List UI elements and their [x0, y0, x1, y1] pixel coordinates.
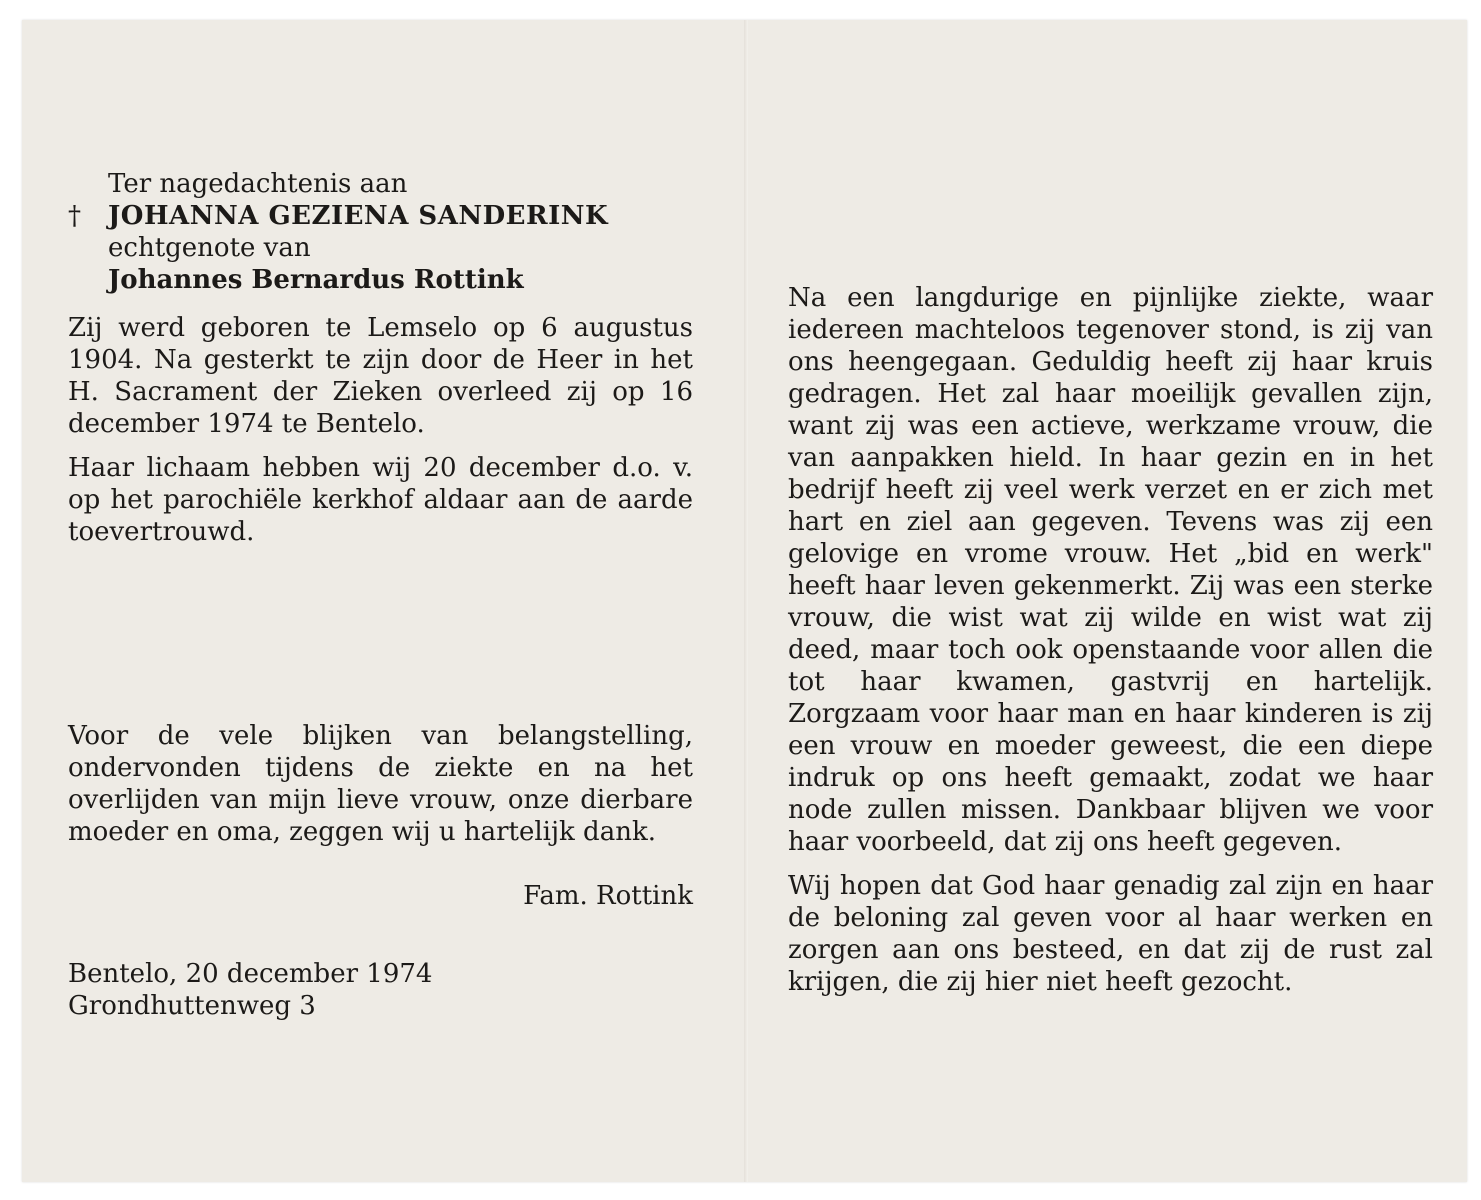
place-date: Bentelo, 20 december 1974 — [68, 959, 433, 989]
card-fold — [744, 20, 748, 1182]
birth-paragraph: Zij werd geboren te Lemselo op 6 augustus 1904. Na gesterkt te zijn door de Heer in het H. Sacrament der Zieken overleed zij op 16 december 1974 te Bentelo. — [68, 313, 693, 439]
thanks-paragraph: Voor de vele blijken van belangstelling, ondervonden tijdens de ziekte en na het overlijden van mijn lieve vrouw, onze dierbare moeder en oma, zeggen wij u hartelijk dank. — [68, 721, 693, 847]
intro-line: Ter nagedachtenis aan — [108, 169, 408, 199]
spouse-name: Johannes Bernardus Rottink — [108, 265, 524, 295]
life-paragraph: Na een langdurige en pijnlijke ziekte, waar iedereen machteloos tegenover stond, is zij van ons heengegaan. Geduldig heeft zij haar kruis gedragen. Het zal haar moeilijk gevallen zijn, want zij was een actieve, werkzame vrouw, die van aanpakken hield. In haar gezin en in het bedrijf heeft zij veel werk verzet en er zich met hart en ziel aan gegeven. Tevens was zij een gelovige en vrome vrouw. Het „bid en werk" heeft haar leven gekenmerkt. Zij was een sterke vrouw, die wist wat zij wilde en wist wat zij deed, maar toch ook openstaande voor allen die tot haar kwamen, gastvrij en hartelijk. Zorgzaam voor haar man en haar kinderen is zij een vrouw en moeder geweest, die een diepe indruk op ons heeft gemaakt, zodat we haar node zullen missen. Dankbaar blijven we voor haar voorbeeld, dat zij ons heeft gegeven. — [788, 283, 1433, 857]
signature: Fam. Rottink — [523, 881, 693, 911]
cross-icon: † — [68, 201, 81, 231]
burial-paragraph: Haar lichaam hebben wij 20 december d.o. v. op het parochiële kerkhof aldaar aan de aarde toevertrouwd. — [68, 453, 693, 547]
right-page — [788, 282, 1433, 998]
deceased-line — [68, 200, 693, 232]
memorial-card — [22, 20, 1467, 1182]
deceased-name: JOHANNA GEZIENA SANDERINK — [108, 201, 609, 231]
prayer-paragraph: Wij hopen dat God haar genadig zal zijn en haar de beloning zal geven voor al haar werken en zorgen aan ons besteed, en dat zij de rust zal krijgen, die zij hier niet heeft gezocht. — [788, 871, 1433, 997]
left-page — [68, 168, 693, 1022]
relation-line: echtgenote van — [108, 233, 311, 263]
place-date-block — [68, 958, 693, 1022]
address: Grondhuttenweg 3 — [68, 991, 316, 1021]
